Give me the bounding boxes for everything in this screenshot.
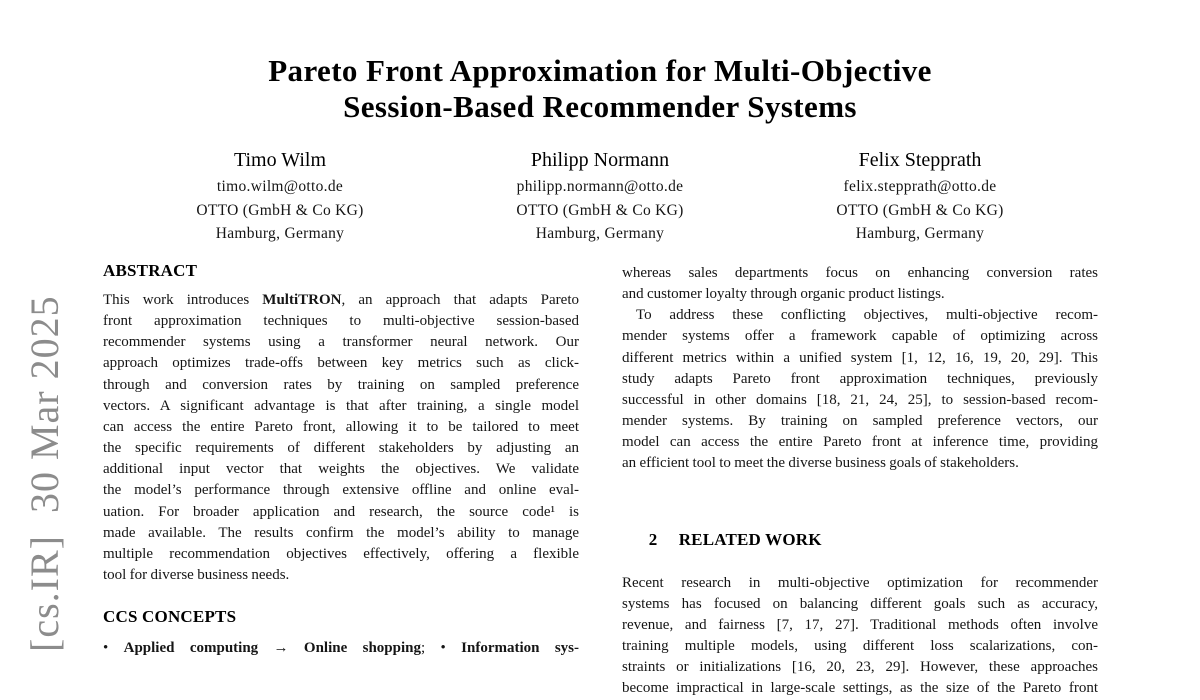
author-name: Felix Stepprath [858,149,982,171]
author-block-3 [790,148,1050,246]
abstract-text [103,290,579,586]
author-location: Hamburg, Germany [535,225,665,242]
text-line: different metrics within a unified system [1, 12, 16, 19, 20, 29]. This [622,349,1098,366]
emphasis-text: Applied computing [123,640,259,657]
text-line: through and conversion rates by training on sampled preference [103,376,579,393]
author-name: Philipp Normann [530,149,670,171]
text-span: • [103,640,124,657]
text-line: can access the entire Pareto front, allowing it to be tailored to meet [103,418,579,435]
left-column [103,262,579,659]
author-email: timo.wilm@otto.de [216,178,344,195]
ccs-concepts-text [103,638,579,659]
text-line: uation. For broader application and research, the source code¹ is [103,503,579,520]
author-affiliation: OTTO (GmbH & Co KG) [196,201,364,219]
author-affiliation: OTTO (GmbH & Co KG) [516,201,684,219]
text-line: recommender systems using a transformer neural network. Our [103,334,579,351]
text-line: Recent research in multi-objective optimization for recommender [622,574,1098,591]
text-line: tool for diverse business needs. [103,567,290,584]
right-column [622,263,1098,700]
author-location: Hamburg, Germany [855,225,985,242]
text-line: multiple recommendation objectives effectively, offering a flexible [103,545,579,562]
text-line: become impractical in large-scale settings, as the size of the Pareto front [622,680,1098,697]
author-email: philipp.normann@otto.de [516,178,684,195]
text-line: training multiple models, using different loss scalarizations, con- [622,638,1098,655]
text-line: whereas sales departments focus on enhancing conversion rates [622,265,1098,281]
text-line: approach optimizes trade-offs between key metrics such as click- [103,355,579,372]
emphasis-text: Information sys- [461,640,580,657]
text-line: additional input vector that weights the objectives. We validate [103,461,579,478]
related-work-heading [622,513,1098,567]
text-span: This work introduces [103,292,263,308]
section-number: 2 [648,529,658,549]
abstract-heading: ABSTRACT [103,261,198,280]
text-line: model can access the entire Pareto front at inference time, providing [622,434,1098,451]
text-line: and customer loyalty through organic product listings. [622,286,945,303]
text-span: ; • [421,640,462,657]
introduction-continued-text [622,263,1098,475]
author-name: Timo Wilm [233,149,326,171]
text-line: mender systems. By training on sampled preference vectors, our [622,413,1098,430]
emphasis-text: MultiTRON [262,292,342,308]
text-line: To address these conflicting objectives, multi-objective recom- [636,307,1098,324]
text-line: mender systems offer a framework capable of optimizing across [622,328,1098,345]
text-line: straints or initializations [16, 20, 23, 29]. However, these approaches [622,659,1098,676]
author-location: Hamburg, Germany [215,225,345,242]
text-line: the model’s performance through extensive offline and online eval- [103,482,579,499]
author-email: felix.stepprath@otto.de [843,178,997,195]
text-line: front approximation techniques to multi-objective session-based [103,313,579,330]
section-title: RELATED WORK [678,529,822,549]
text-span: → [258,640,304,657]
title-line-1: Pareto Front Approximation for Multi-Objective [268,53,932,88]
text-line: systems has focused on balancing different goals such as accuracy, [622,595,1098,612]
paper-title [0,53,1200,125]
text-line [103,290,579,311]
text-span: , an approach that adapts Pareto [341,292,579,308]
author-affiliation: OTTO (GmbH & Co KG) [836,201,1004,219]
text-line: the specific requirements of different stakeholders by adjusting an [103,440,579,457]
text-line: made available. The results confirm the model’s ability to manage [103,524,579,541]
arxiv-watermark: [cs.IR] 30 Mar 2025 [22,295,67,652]
author-block-2 [470,148,730,246]
text-line: successful in other domains [18, 21, 24, 25], to session-based recom- [622,391,1098,408]
text-line: an efficient tool to meet the diverse business goals of stakeholders. [622,455,1019,472]
emphasis-text: Online shopping [303,640,422,657]
text-line: vectors. A significant advantage is that after training, a single model [103,397,579,414]
ccs-concepts-heading: CCS CONCEPTS [103,607,237,627]
title-line-2: Session-Based Recommender Systems [343,89,857,124]
related-work-text [622,573,1098,700]
text-line [103,638,579,659]
text-line: study adapts Pareto front approximation techniques, previously [622,370,1098,387]
text-line: revenue, and fairness [7, 17, 27]. Traditional methods often involve [622,616,1098,633]
author-block-1 [150,148,410,246]
